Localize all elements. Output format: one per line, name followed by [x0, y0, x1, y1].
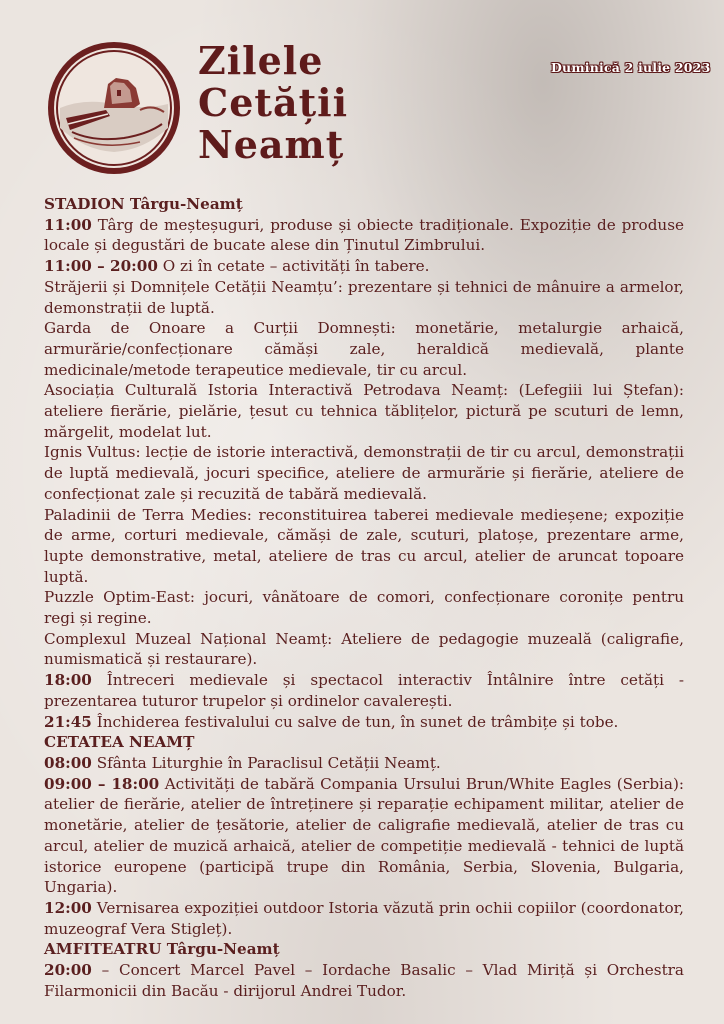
- item-text: Întreceri medievale și spectacol interactiv Întâlnire între cetăți - prezentarea tuturor trupelor și ordinelor cavalerești.: [44, 671, 684, 710]
- program-item: [44, 712, 684, 733]
- item-text: Activități de tabără Compania Ursului Brun/White Eagles (Serbia): atelier de fierărie, atelier de întreținere și reparație echipament militar, atelier de monetărie, atelier de țesătorie, atelier de caligrafie medievală, atelier de tras cu arcul, atelier de muzică arhaică, atelier de competiție medievală - tehnici de luptă istorice europene (participă trupe din România, Serbia, Slovenia, Bulgaria, Ungaria).: [44, 774, 684, 897]
- section-heading-stadion: STADION Târgu-Neamț: [44, 195, 243, 213]
- item-time: 20:00: [44, 961, 92, 980]
- program-item: [44, 442, 684, 504]
- item-time: 18:00: [44, 671, 92, 690]
- program-item: [44, 774, 684, 898]
- item-time: 21:45: [44, 712, 92, 731]
- event-date: Duminică 2 iulie 2023: [551, 60, 711, 75]
- item-text: O zi în cetate – activități în tabere.: [157, 257, 430, 276]
- item-time: 11:00 – 20:00: [44, 257, 158, 276]
- program-item: [44, 629, 684, 670]
- item-text: Ignis Vultus: lecție de istorie interactivă, demonstrații de tir cu arcul, demonstrații de luptă medievală, jocuri specifice, ateliere de armurărie și fierărie, ateliere de confecționat zale și recuzită de tabără medievală.: [44, 443, 684, 503]
- item-text: – Concert Marcel Pavel – Iordache Basalic – Vlad Miriță și Orchestra Filarmonicii din Bacău - dirijorul Andrei Tudor.: [44, 961, 684, 1000]
- item-text: Închiderea festivalului cu salve de tun, în sunet de trâmbițe și tobe.: [91, 712, 619, 731]
- program-item: [44, 960, 684, 1001]
- item-text: Puzzle Optim-East: jocuri, vânătoare de comori, confecționare coronițe pentru regi și regine.: [44, 588, 684, 628]
- program-item: [44, 898, 684, 939]
- item-text: Târg de meșteșuguri, produse și obiecte tradiționale. Expoziție de produse locale și degustări de bucate alese din Ținutul Zimbrului.: [44, 215, 684, 255]
- program-item: [44, 505, 684, 588]
- item-text: Garda de Onoare a Curții Domnești: monetărie, metalurgie arhaică, armurărie/confecționare cămăși zale, heraldică medievală, plante medicinale/metode terapeutice medievale, tir cu arcul.: [44, 319, 684, 379]
- item-time: 11:00: [44, 215, 92, 234]
- program-content: [44, 194, 684, 1001]
- section-heading-amfiteatru: AMFITEATRU Târgu-Neamț: [44, 940, 280, 959]
- festival-logo: [44, 38, 184, 178]
- program-item: [44, 587, 684, 628]
- program-item: [44, 670, 684, 711]
- program-item: [44, 256, 684, 277]
- item-text: Sfânta Liturghie în Paraclisul Cetății Neamț.: [91, 753, 441, 772]
- program-item: [44, 380, 684, 442]
- item-text: Paladinii de Terra Medies: reconstituirea taberei medievale medieșene; expoziție de arme, corturi medievale, cămăși de zale, scuturi, platoșe, prezentare arme, lupte demonstrative, metal, ateliere de tras cu arcul, atelier de aruncat topoare luptă.: [44, 505, 684, 586]
- program-item: [44, 318, 684, 380]
- festival-title: [198, 40, 348, 166]
- item-text: Vernisarea expoziției outdoor Istoria văzută prin ochii copiilor (coordonator, muzeograf Vera Stigleț).: [44, 898, 684, 938]
- program-item: [44, 277, 684, 318]
- title-line-3: Neamț: [198, 122, 345, 167]
- program-item: [44, 753, 684, 774]
- section-heading-cetatea: CETATEA NEAMȚ: [44, 733, 195, 752]
- item-text: Asociația Culturală Istoria Interactivă Petrodava Neamț: (Lefegiii lui Ștefan): ateliere fierărie, pielărie, țesut cu tehnica tăblițelor, pictură pe scuturi de lemn, mărgelit, modelat lut.: [44, 381, 684, 441]
- title-line-1: Zilele: [198, 38, 324, 83]
- title-line-2: Cetății: [198, 80, 349, 125]
- item-text: Complexul Muzeal Național Neamț: Ateliere de pedagogie muzeală (caligrafie, numismatică și restaurare).: [44, 629, 684, 669]
- program-item: [44, 215, 684, 256]
- item-time: 09:00 – 18:00: [44, 774, 160, 793]
- item-time: 12:00: [44, 898, 92, 917]
- item-time: 08:00: [44, 753, 92, 772]
- item-text: Străjerii și Domnițele Cetății Neamțu’: prezentare și tehnici de mânuire a armelor, demonstrații de luptă.: [44, 277, 684, 317]
